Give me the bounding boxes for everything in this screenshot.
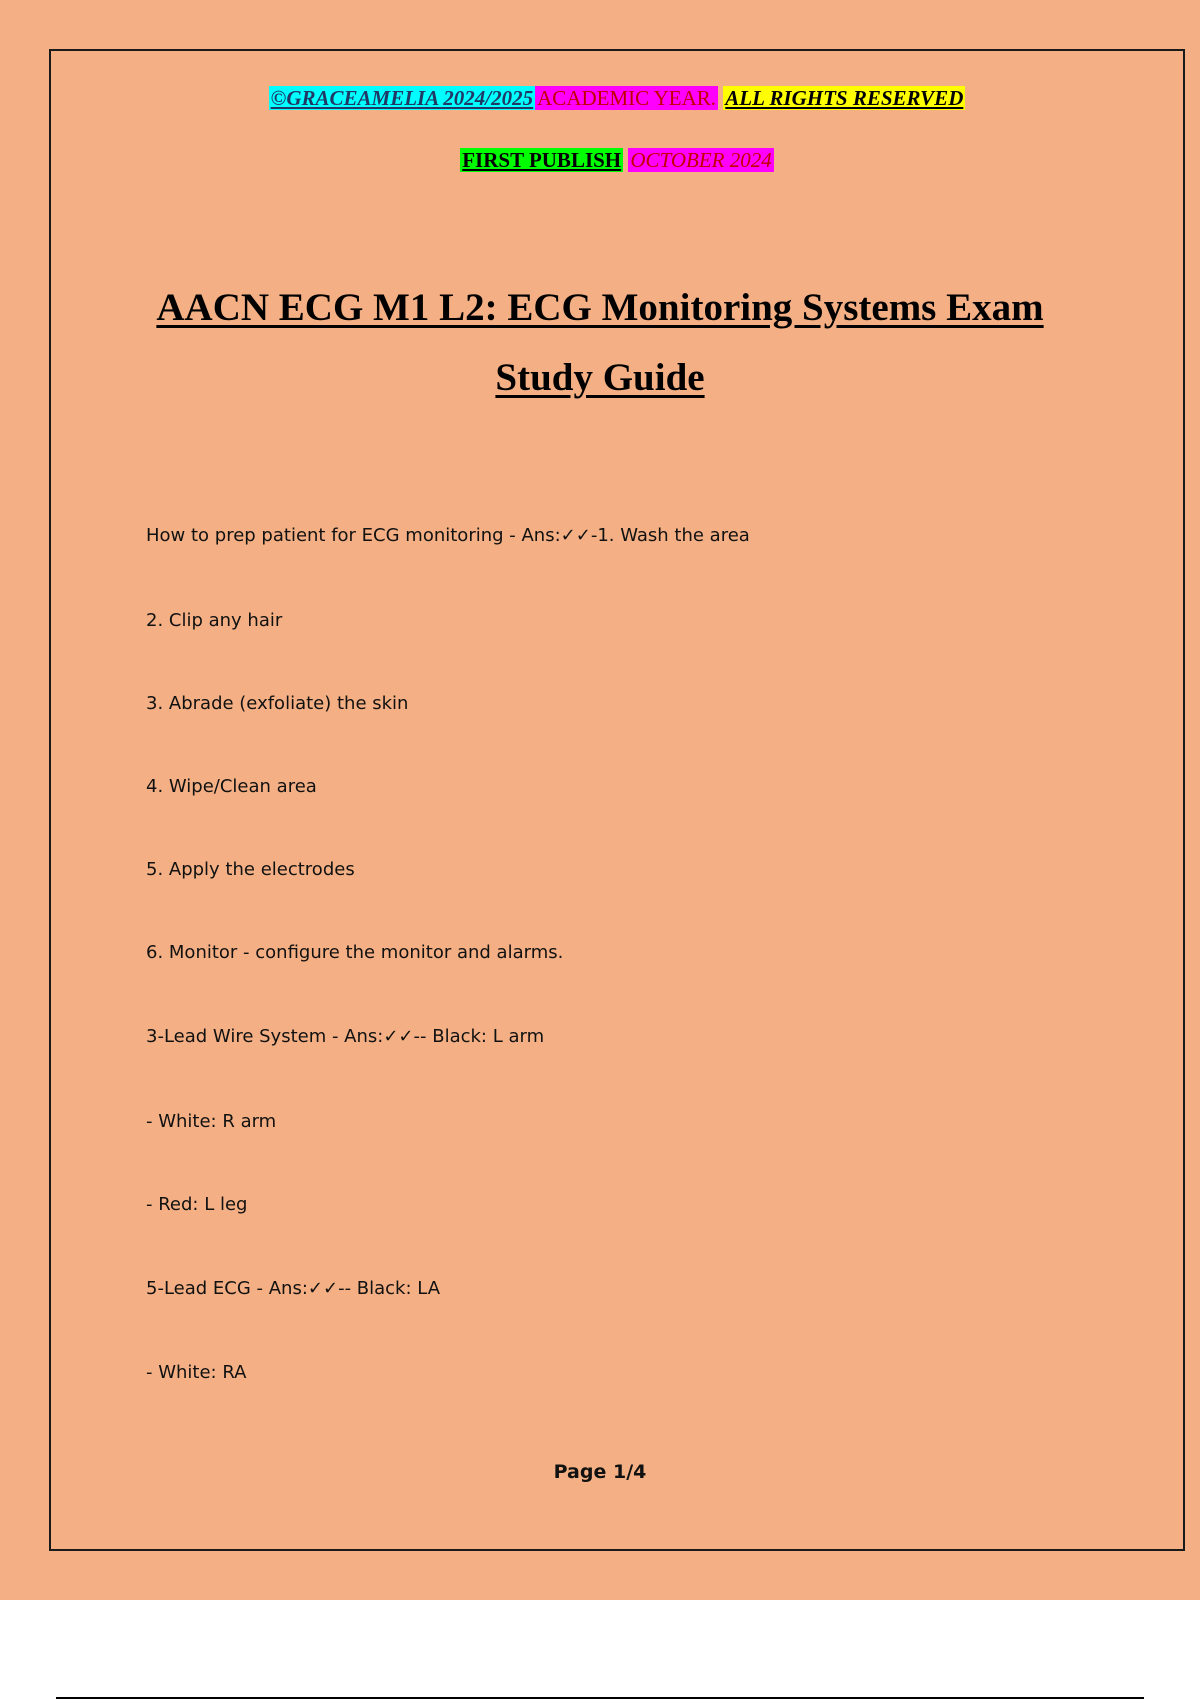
body-line: 4. Wipe/Clean area xyxy=(146,776,317,797)
page-number: Page 1/4 xyxy=(553,1461,647,1483)
body-line: - White: RA xyxy=(146,1362,247,1383)
body-line: 2. Clip any hair xyxy=(146,610,283,631)
publish-date: OCTOBER 2024 xyxy=(630,148,772,172)
copyright-notice: ©GRACEAMELIA 2024/2025 xyxy=(270,86,534,110)
body-line: - White: R arm xyxy=(146,1111,277,1132)
body-line: 5. Apply the electrodes xyxy=(146,859,355,880)
bottom-divider xyxy=(56,1697,1144,1699)
document-title-line-2: Study Guide xyxy=(495,356,705,399)
first-publish-label: FIRST PUBLISH xyxy=(462,148,622,172)
body-line: How to prep patient for ECG monitoring - Ans:✓✓-1. Wash the area xyxy=(146,525,750,546)
header-publish-line xyxy=(51,147,1183,173)
body-line: 5-Lead ECG - Ans:✓✓-- Black: LA xyxy=(146,1278,441,1299)
body-line: 3. Abrade (exfoliate) the skin xyxy=(146,693,409,714)
rights-reserved-label: ALL RIGHTS RESERVED xyxy=(725,86,964,110)
header-copyright-line xyxy=(51,85,1183,111)
body-line: 6. Monitor - configure the monitor and alarms. xyxy=(146,942,564,963)
document-title xyxy=(0,273,1200,413)
body-line: - Red: L leg xyxy=(146,1194,248,1215)
document-title-line-1: AACN ECG M1 L2: ECG Monitoring Systems Exam xyxy=(156,286,1044,329)
academic-year-label: ACADEMIC YEAR. xyxy=(537,86,717,110)
body-line: 3-Lead Wire System - Ans:✓✓-- Black: L arm xyxy=(146,1026,545,1047)
